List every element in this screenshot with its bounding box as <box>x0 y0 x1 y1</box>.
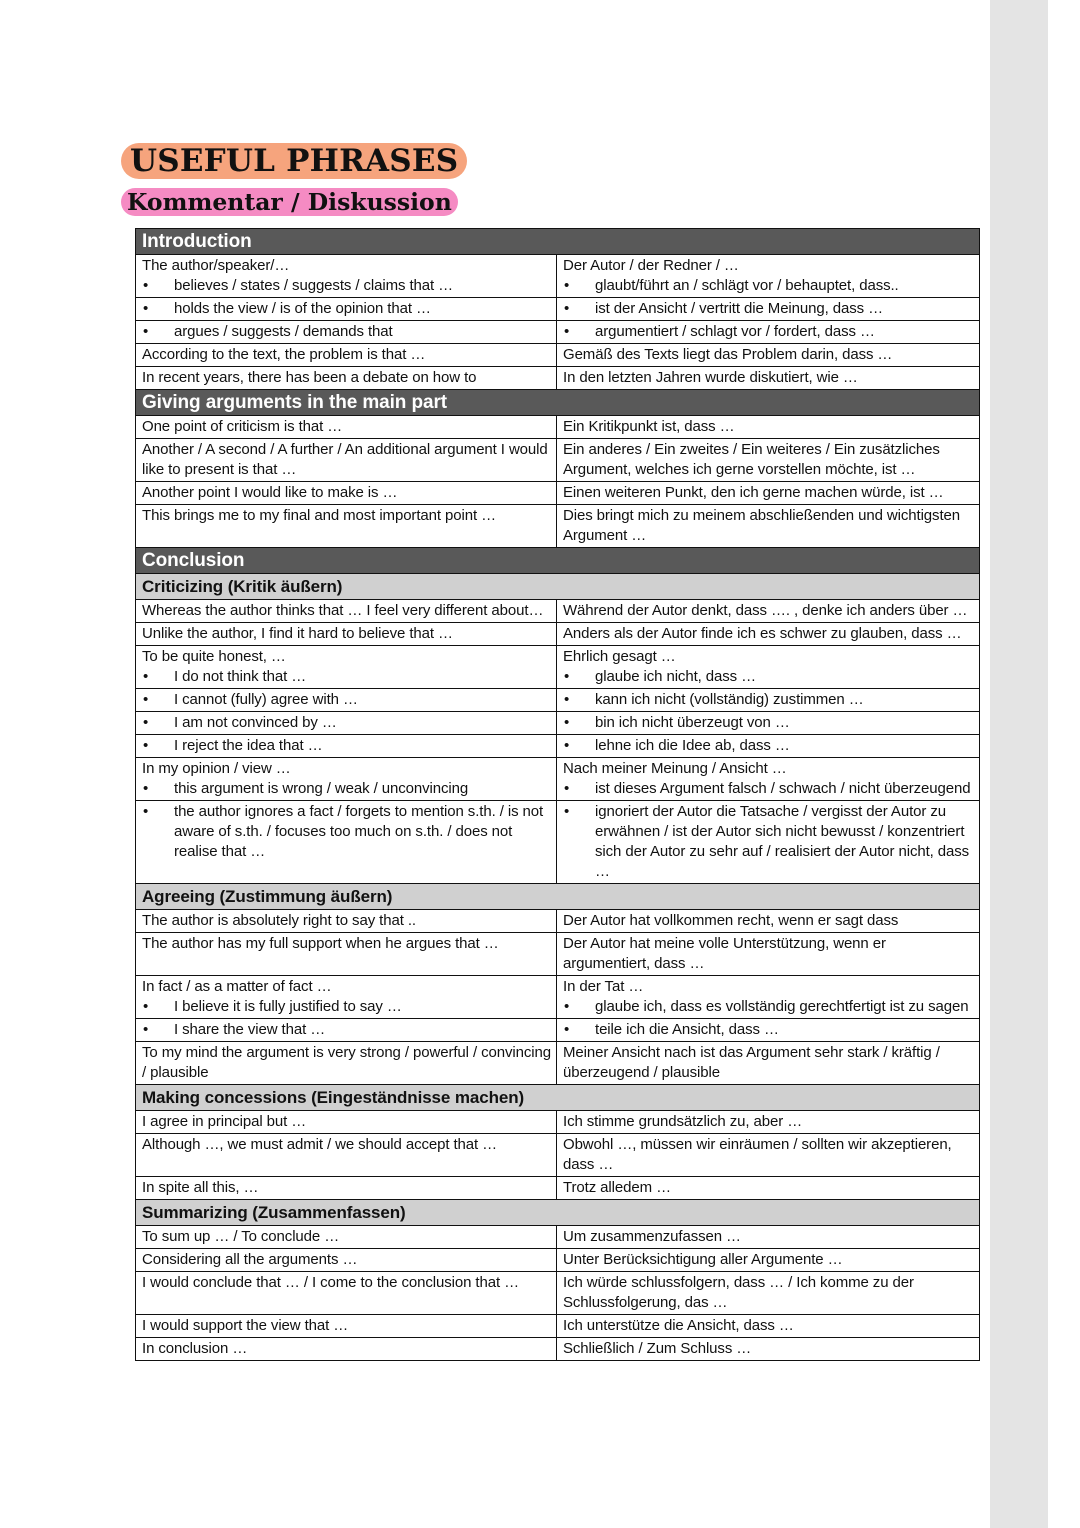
bullet-text: believes / states / suggests / claims that … <box>174 277 454 294</box>
table-row <box>136 298 980 321</box>
english-phrase-cell <box>136 712 557 735</box>
section-header <box>136 229 980 255</box>
english-phrase-cell <box>136 1111 557 1134</box>
phrase-text: To my mind the argument is very strong / powerful / convincing / plausible <box>142 1044 551 1081</box>
section-label: Criticizing (Kritik äußern) <box>136 574 980 600</box>
bullet-text: glaube ich, dass es vollständig gerechtfertigt ist zu sagen <box>595 998 969 1015</box>
bullet-icon: • <box>143 277 149 294</box>
bullet-icon: • <box>564 803 570 820</box>
bullet-icon: • <box>564 998 570 1015</box>
subsection-header <box>136 1200 980 1226</box>
bullet-icon: • <box>564 1021 570 1038</box>
table-row <box>136 910 980 933</box>
table-row <box>136 439 980 482</box>
german-phrase-cell <box>557 1042 980 1085</box>
phrase-text: Meiner Ansicht nach ist das Argument sehr stark / kräftig / überzeugend / plausible <box>563 1044 940 1081</box>
phrase-text: Der Autor / der Redner / … <box>563 257 739 274</box>
german-phrase-cell <box>557 367 980 390</box>
english-phrase-cell <box>136 1315 557 1338</box>
bullet-text: holds the view / is of the opinion that … <box>174 300 431 317</box>
german-phrase-cell <box>557 1134 980 1177</box>
bullet-item <box>142 997 551 1017</box>
table-row <box>136 1177 980 1200</box>
section-label: Giving arguments in the main part <box>136 390 980 416</box>
section-header <box>136 548 980 574</box>
bullet-icon: • <box>143 1021 149 1038</box>
table-row <box>136 255 980 298</box>
phrase-text: In spite all this, … <box>142 1179 259 1196</box>
phrase-text: Gemäß des Texts liegt das Problem darin, dass … <box>563 346 893 363</box>
table-row <box>136 623 980 646</box>
bullet-item <box>142 779 551 799</box>
bullet-item <box>563 1020 974 1040</box>
phrase-text: Nach meiner Meinung / Ansicht … <box>563 760 787 777</box>
table-row <box>136 1315 980 1338</box>
phrase-text: Ich würde schlussfolgern, dass … / Ich komme zu der Schlussfolgerung, das … <box>563 1274 914 1311</box>
german-phrase-cell <box>557 1338 980 1361</box>
table-row <box>136 416 980 439</box>
german-phrase-cell <box>557 482 980 505</box>
english-phrase-cell <box>136 1177 557 1200</box>
bullet-icon: • <box>564 668 570 685</box>
phrase-text: Obwohl …, müssen wir einräumen / sollten wir akzeptieren, dass … <box>563 1136 952 1173</box>
phrase-text: Der Autor hat meine volle Unterstützung, wenn er argumentiert, dass … <box>563 935 886 972</box>
table-row <box>136 344 980 367</box>
bullet-item <box>563 276 974 296</box>
section-label: Agreeing (Zustimmung äußern) <box>136 884 980 910</box>
section-header <box>136 390 980 416</box>
english-phrase-cell <box>136 1042 557 1085</box>
phrase-text: Einen weiteren Punkt, den ich gerne machen würde, ist … <box>563 484 944 501</box>
table-row <box>136 1134 980 1177</box>
german-phrase-cell <box>557 298 980 321</box>
table-row <box>136 712 980 735</box>
german-phrase-cell <box>557 321 980 344</box>
table-row <box>136 321 980 344</box>
bullet-icon: • <box>564 737 570 754</box>
table-row <box>136 646 980 689</box>
english-phrase-cell <box>136 255 557 298</box>
german-phrase-cell <box>557 689 980 712</box>
page-title: USEFUL PHRASES <box>121 143 467 179</box>
bullet-text: the author ignores a fact / forgets to mention s.th. / is not aware of s.th. / focuses too much on s.th. / does not realise that … <box>174 803 544 860</box>
phrase-text: The author is absolutely right to say that .. <box>142 912 416 929</box>
bullet-icon: • <box>564 780 570 797</box>
german-phrase-cell <box>557 1226 980 1249</box>
bullet-text: I believe it is fully justified to say … <box>174 998 402 1015</box>
bullet-item <box>563 690 974 710</box>
phrase-text: I agree in principal but … <box>142 1113 307 1130</box>
phrase-text: Ein anderes / Ein zweites / Ein weiteres / Ein zusätzliches Argument, welches ich gerne vorstellen möchte, ist … <box>563 441 940 478</box>
german-phrase-cell <box>557 344 980 367</box>
english-phrase-cell <box>136 758 557 801</box>
section-label: Summarizing (Zusammenfassen) <box>136 1200 980 1226</box>
german-phrase-cell <box>557 801 980 884</box>
table-row <box>136 482 980 505</box>
subsection-header <box>136 884 980 910</box>
phrase-text: Dies bringt mich zu meinem abschließenden und wichtigsten Argument … <box>563 507 961 544</box>
german-phrase-cell <box>557 910 980 933</box>
table-row <box>136 976 980 1019</box>
table-row <box>136 1338 980 1361</box>
german-phrase-cell <box>557 255 980 298</box>
bullet-text: bin ich nicht überzeugt von … <box>595 714 790 731</box>
english-phrase-cell <box>136 910 557 933</box>
bullet-icon: • <box>143 737 149 754</box>
bullet-text: glaubt/führt an / schlägt vor / behauptet, dass.. <box>595 277 899 294</box>
phrase-text: According to the text, the problem is that … <box>142 346 426 363</box>
bullet-icon: • <box>143 691 149 708</box>
bullet-text: I am not convinced by … <box>174 714 337 731</box>
page-subtitle: Kommentar / Diskussion <box>121 188 458 216</box>
table-row <box>136 1249 980 1272</box>
english-phrase-cell <box>136 735 557 758</box>
english-phrase-cell <box>136 600 557 623</box>
phrase-text: Der Autor hat vollkommen recht, wenn er sagt dass <box>563 912 899 929</box>
table-row <box>136 367 980 390</box>
table-row <box>136 801 980 884</box>
table-row <box>136 1019 980 1042</box>
table-row <box>136 1042 980 1085</box>
german-phrase-cell <box>557 976 980 1019</box>
english-phrase-cell <box>136 298 557 321</box>
phrase-text: In recent years, there has been a debate on how to <box>142 369 477 386</box>
bullet-icon: • <box>143 803 149 820</box>
english-phrase-cell <box>136 505 557 548</box>
bullet-item <box>142 736 551 756</box>
german-phrase-cell <box>557 735 980 758</box>
subsection-header <box>136 574 980 600</box>
table-row <box>136 1226 980 1249</box>
german-phrase-cell <box>557 1272 980 1315</box>
bullet-item <box>563 997 974 1017</box>
phrase-text: I would conclude that … / I come to the conclusion that … <box>142 1274 520 1291</box>
table-row <box>136 758 980 801</box>
bullet-text: this argument is wrong / weak / unconvincing <box>174 780 469 797</box>
section-label: Making concessions (Eingeständnisse machen) <box>136 1085 980 1111</box>
bullet-icon: • <box>143 780 149 797</box>
bullet-text: teile ich die Ansicht, dass … <box>595 1021 779 1038</box>
bullet-icon: • <box>143 998 149 1015</box>
bullet-icon: • <box>143 323 149 340</box>
section-label: Conclusion <box>136 548 980 574</box>
phrase-text: In der Tat … <box>563 978 644 995</box>
bullet-text: kann ich nicht (vollständig) zustimmen … <box>595 691 864 708</box>
bullet-item <box>142 299 551 319</box>
bullet-item <box>142 1020 551 1040</box>
phrase-text: Although …, we must admit / we should accept that … <box>142 1136 498 1153</box>
english-phrase-cell <box>136 1338 557 1361</box>
bullet-text: I share the view that … <box>174 1021 326 1038</box>
phrase-text: Ein Kritikpunkt ist, dass … <box>563 418 735 435</box>
german-phrase-cell <box>557 1111 980 1134</box>
bullet-item <box>563 713 974 733</box>
phrase-text: Während der Autor denkt, dass …. , denke ich anders über … <box>563 602 968 619</box>
bullet-text: lehne ich die Idee ab, dass … <box>595 737 790 754</box>
phrase-text: This brings me to my final and most important point … <box>142 507 497 524</box>
table-row <box>136 600 980 623</box>
bullet-icon: • <box>564 691 570 708</box>
english-phrase-cell <box>136 439 557 482</box>
phrase-text: Unlike the author, I find it hard to believe that … <box>142 625 453 642</box>
bullet-icon: • <box>564 323 570 340</box>
phrase-text: To be quite honest, … <box>142 648 286 665</box>
english-phrase-cell <box>136 1134 557 1177</box>
english-phrase-cell <box>136 623 557 646</box>
phrase-text: One point of criticism is that … <box>142 418 343 435</box>
phrase-text: Ehrlich gesagt … <box>563 648 676 665</box>
phrase-text: The author/speaker/… <box>142 257 290 274</box>
table-row <box>136 505 980 548</box>
page-margin-bar <box>990 0 1048 1528</box>
bullet-item <box>142 322 551 342</box>
phrase-text: I would support the view that … <box>142 1317 349 1334</box>
bullet-item <box>563 322 974 342</box>
phrase-text: Trotz alledem … <box>563 1179 671 1196</box>
phrase-text: Schließlich / Zum Schluss … <box>563 1340 752 1357</box>
bullet-item <box>563 736 974 756</box>
english-phrase-cell <box>136 689 557 712</box>
german-phrase-cell <box>557 1315 980 1338</box>
bullet-text: I cannot (fully) agree with … <box>174 691 358 708</box>
german-phrase-cell <box>557 1177 980 1200</box>
bullet-item <box>563 779 974 799</box>
german-phrase-cell <box>557 933 980 976</box>
bullet-text: I reject the idea that … <box>174 737 323 754</box>
phrase-text: In fact / as a matter of fact … <box>142 978 332 995</box>
bullet-icon: • <box>143 300 149 317</box>
phrase-text: Whereas the author thinks that … I feel very different about… <box>142 602 544 619</box>
german-phrase-cell <box>557 416 980 439</box>
phrase-text: Um zusammenzufassen … <box>563 1228 741 1245</box>
phrase-text: In my opinion / view … <box>142 760 291 777</box>
phrase-text: In den letzten Jahren wurde diskutiert, wie … <box>563 369 858 386</box>
german-phrase-cell <box>557 623 980 646</box>
german-phrase-cell <box>557 1019 980 1042</box>
bullet-icon: • <box>564 714 570 731</box>
german-phrase-cell <box>557 600 980 623</box>
english-phrase-cell <box>136 344 557 367</box>
phrase-text: The author has my full support when he argues that … <box>142 935 499 952</box>
bullet-item <box>563 667 974 687</box>
english-phrase-cell <box>136 367 557 390</box>
table-row <box>136 933 980 976</box>
bullet-icon: • <box>143 668 149 685</box>
phrase-text: Another point I would like to make is … <box>142 484 398 501</box>
bullet-item <box>563 802 974 882</box>
english-phrase-cell <box>136 482 557 505</box>
bullet-item <box>142 802 551 862</box>
german-phrase-cell <box>557 439 980 482</box>
table-row <box>136 1272 980 1315</box>
bullet-icon: • <box>564 300 570 317</box>
english-phrase-cell <box>136 646 557 689</box>
phrase-text: Ich unterstütze die Ansicht, dass … <box>563 1317 794 1334</box>
table-row <box>136 689 980 712</box>
english-phrase-cell <box>136 1272 557 1315</box>
phrases-table <box>135 228 980 1361</box>
phrase-text: Another / A second / A further / An additional argument I would like to present is that … <box>142 441 548 478</box>
table-row <box>136 1111 980 1134</box>
bullet-item <box>563 299 974 319</box>
bullet-text: argues / suggests / demands that <box>174 323 393 340</box>
section-label: Introduction <box>136 229 980 255</box>
phrase-text: In conclusion … <box>142 1340 248 1357</box>
subsection-header <box>136 1085 980 1111</box>
bullet-text: glaube ich nicht, dass … <box>595 668 757 685</box>
english-phrase-cell <box>136 1226 557 1249</box>
german-phrase-cell <box>557 505 980 548</box>
bullet-item <box>142 690 551 710</box>
german-phrase-cell <box>557 758 980 801</box>
phrase-text: Considering all the arguments … <box>142 1251 358 1268</box>
bullet-text: I do not think that … <box>174 668 307 685</box>
bullet-item <box>142 667 551 687</box>
bullet-text: ist dieses Argument falsch / schwach / nicht überzeugend <box>595 780 971 797</box>
bullet-text: ist der Ansicht / vertritt die Meinung, dass … <box>595 300 884 317</box>
english-phrase-cell <box>136 801 557 884</box>
bullet-icon: • <box>143 714 149 731</box>
english-phrase-cell <box>136 416 557 439</box>
english-phrase-cell <box>136 933 557 976</box>
bullet-item <box>142 713 551 733</box>
phrase-text: To sum up … / To conclude … <box>142 1228 340 1245</box>
phrase-text: Unter Berücksichtigung aller Argumente … <box>563 1251 843 1268</box>
german-phrase-cell <box>557 1249 980 1272</box>
bullet-icon: • <box>564 277 570 294</box>
german-phrase-cell <box>557 646 980 689</box>
bullet-text: ignoriert der Autor die Tatsache / vergisst der Autor zu erwähnen / ist der Autor sich nicht bewusst / konzentriert sich der Autor zu sehr auf / realisiert der Autor nicht, dass … <box>595 803 970 880</box>
english-phrase-cell <box>136 1019 557 1042</box>
table-row <box>136 735 980 758</box>
bullet-item <box>142 276 551 296</box>
phrase-text: Ich stimme grundsätzlich zu, aber … <box>563 1113 803 1130</box>
english-phrase-cell <box>136 1249 557 1272</box>
english-phrase-cell <box>136 976 557 1019</box>
phrase-text: Anders als der Autor finde ich es schwer zu glauben, dass … <box>563 625 962 642</box>
bullet-text: argumentiert / schlagt vor / fordert, dass … <box>595 323 875 340</box>
german-phrase-cell <box>557 712 980 735</box>
english-phrase-cell <box>136 321 557 344</box>
